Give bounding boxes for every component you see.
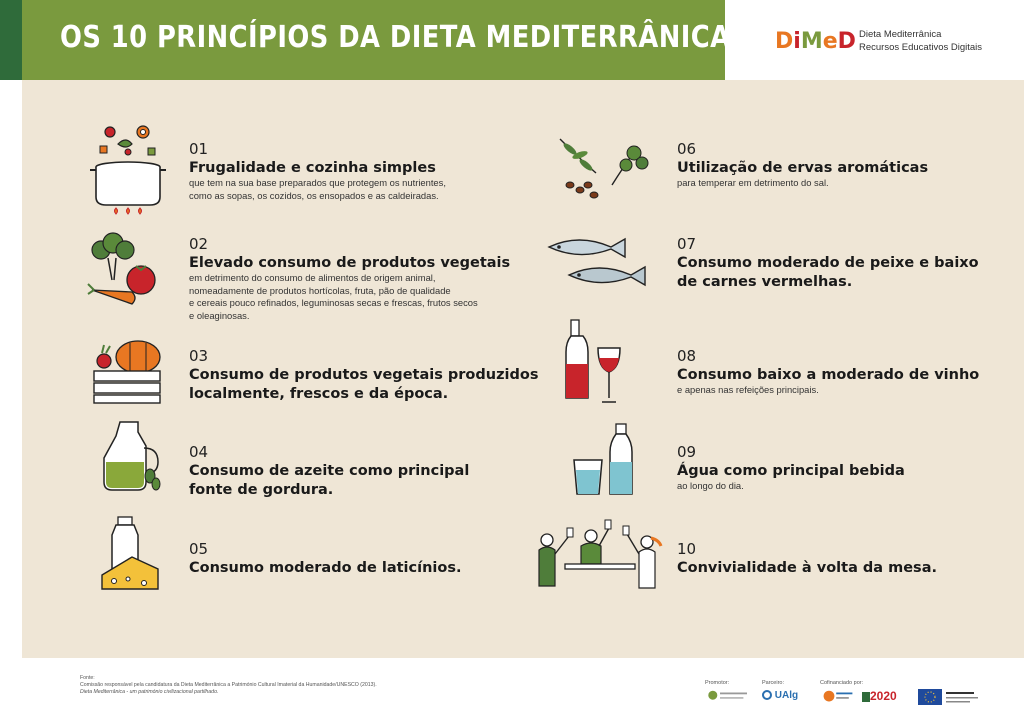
vegetables-icon bbox=[86, 232, 166, 310]
brand-line-1: Dieta Mediterrânica bbox=[859, 29, 942, 40]
water-icon bbox=[570, 422, 640, 498]
principle-number: 04 bbox=[189, 443, 209, 461]
principle-heading: Utilização de ervas aromáticas bbox=[677, 160, 929, 176]
principle-number: 05 bbox=[189, 540, 209, 558]
principle-number: 03 bbox=[189, 347, 209, 365]
header-bar bbox=[0, 0, 731, 80]
herbs-icon bbox=[556, 135, 652, 205]
ualg-text: UAlg bbox=[774, 690, 799, 701]
principle-heading: Convivialidade à volta da mesa. bbox=[677, 560, 937, 576]
principle-description: e oleaginosas. bbox=[189, 309, 250, 321]
eu-flag-icon bbox=[918, 688, 942, 706]
eu-fund-text-icon bbox=[946, 688, 980, 706]
principle-number: 07 bbox=[677, 235, 697, 253]
principle-description: ao longo do dia. bbox=[677, 480, 744, 491]
principle-number: 02 bbox=[189, 235, 209, 253]
principle-number: 09 bbox=[677, 443, 697, 461]
olive-oil-jug-icon bbox=[100, 418, 164, 494]
principle-description: em detrimento do consumo de alimentos de origem animal, bbox=[189, 272, 436, 283]
portugal2020-text: 2020 bbox=[870, 689, 897, 703]
portugal2020-logo bbox=[862, 688, 897, 706]
principle-description: e cereais pouco refinados, leguminosas secas e frescas, frutos secos bbox=[189, 297, 478, 308]
cofinanciado-label: Cofinanciado por: bbox=[820, 680, 864, 686]
parceiro-label: Parceiro: bbox=[762, 680, 785, 686]
principle-heading: Consumo moderado de laticínios. bbox=[189, 560, 462, 576]
ualg-logo bbox=[762, 688, 798, 706]
promotor-label: Promotor: bbox=[705, 680, 730, 686]
source-title: Dieta Mediterrânica - um património civilizacional partilhado. bbox=[80, 689, 219, 695]
ualg-circle-icon bbox=[762, 690, 772, 700]
principle-heading: fonte de gordura. bbox=[189, 482, 334, 498]
portugal-flag-icon bbox=[862, 692, 870, 702]
principle-heading: Elevado consumo de produtos vegetais bbox=[189, 255, 511, 271]
principle-description: como as sopas, os cozidos, os ensopados e as caldeiradas. bbox=[189, 189, 439, 201]
brand-line-2: Recursos Educativos Digitais bbox=[859, 42, 983, 53]
principle-heading: de carnes vermelhas. bbox=[677, 274, 853, 290]
people-toasting-icon bbox=[535, 518, 665, 592]
principle-heading: Consumo de produtos vegetais produzidos bbox=[189, 367, 539, 383]
source-text: Comissão responsável pela candidatura da Dieta Mediterrânica a Património Cultural Imaterial da Humanidade/UNESCO (2013). bbox=[80, 682, 377, 688]
principle-number: 06 bbox=[677, 140, 697, 158]
principle-heading: Água como principal bebida bbox=[677, 463, 905, 479]
header-stripe bbox=[0, 0, 22, 80]
principle-heading: Consumo de azeite como principal bbox=[189, 463, 470, 479]
principle-number: 08 bbox=[677, 347, 697, 365]
principle-heading: localmente, frescos e da época. bbox=[189, 386, 449, 402]
principle-heading: Frugalidade e cozinha simples bbox=[189, 160, 436, 176]
source-label: Fonte: bbox=[80, 675, 95, 681]
principle-description: para temperar em detrimento do sal. bbox=[677, 177, 829, 188]
principle-description: nomeadamente de produtos hortícolas, fruta, pão de qualidade bbox=[189, 284, 451, 296]
wine-icon bbox=[562, 318, 626, 408]
promotor-logo bbox=[705, 688, 753, 706]
principle-description: e apenas nas refeições principais. bbox=[677, 384, 819, 395]
source-note bbox=[80, 675, 377, 696]
principle-number: 01 bbox=[189, 140, 209, 158]
page-title: OS 10 PRINCÍPIOS DA DIETA MEDITERRÂNICA bbox=[60, 20, 731, 55]
milk-cheese-icon bbox=[98, 515, 162, 593]
principle-heading: Consumo baixo a moderado de vinho bbox=[677, 367, 980, 383]
dimed-logo: DiMeD bbox=[775, 29, 856, 54]
produce-crate-icon bbox=[90, 335, 166, 405]
fish-icon bbox=[545, 235, 655, 295]
principle-description: que tem na sua base preparados que protegem os nutrientes, bbox=[189, 177, 446, 188]
cooking-pot-icon bbox=[88, 122, 168, 222]
algarve-logo bbox=[820, 688, 856, 706]
principle-heading: Consumo moderado de peixe e baixo bbox=[677, 255, 979, 271]
principle-number: 10 bbox=[677, 540, 697, 558]
